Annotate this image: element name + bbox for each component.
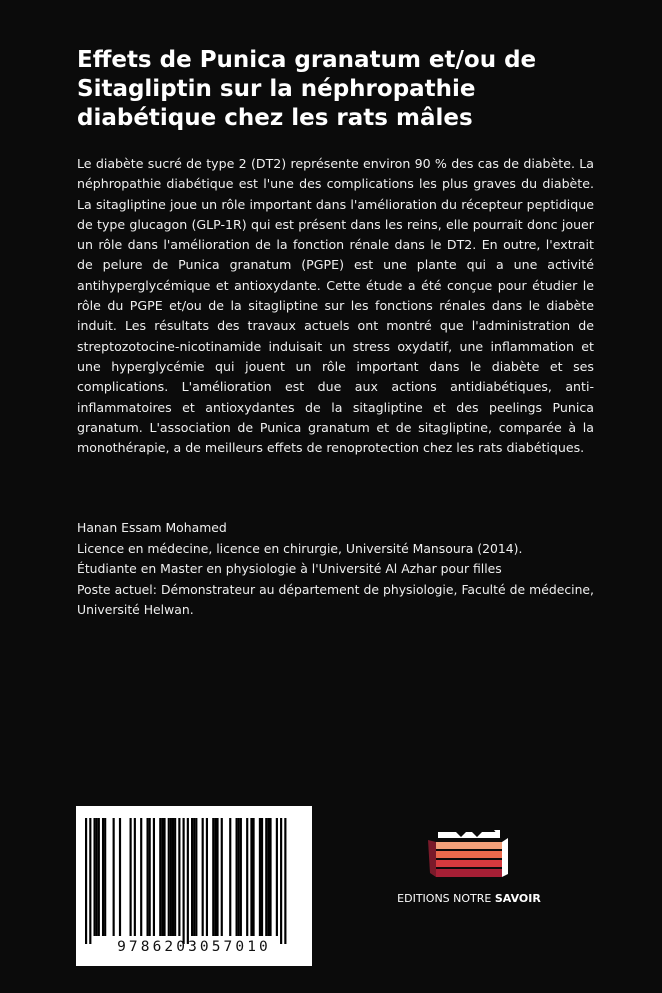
barcode-bar [172,818,174,936]
barcode-bar [246,818,248,936]
barcode-bar [191,818,193,936]
barcode-bar [214,818,216,936]
barcode-bar [149,818,151,936]
barcode-bar [168,818,170,936]
author-bio [77,518,594,621]
barcode-bar [102,818,104,936]
barcode-guard-bar [183,818,185,944]
barcode-bar [238,818,240,936]
barcode-bar [216,818,218,936]
barcode-guard-bar [284,818,286,944]
barcode-guard-bar [280,818,282,944]
barcode-bar [221,818,223,936]
barcode-bar [276,818,278,936]
barcode-digits: 9786203057010 [117,939,271,955]
barcode-bar [119,818,121,936]
barcode-bar [170,818,172,936]
barcode-bar [104,818,106,936]
publisher-name-light: EDITIONS NOTRE [397,892,492,905]
book-title: Effets de Punica granatum et/ou de Sitagliptin sur la néphropathie diabétique chez les rats mâles [77,47,537,131]
barcode-bar [161,818,163,936]
barcode-bar [174,818,176,936]
barcode-bar [261,818,263,936]
barcode-bar [269,818,271,936]
barcode-bar [265,818,267,936]
barcode-bar [252,818,254,936]
barcode-bar [178,818,180,936]
publisher-name [380,892,558,905]
isbn-barcode [76,806,312,966]
barcode-bar [250,818,252,936]
barcode-bar [146,818,148,936]
author-position: Poste actuel: Démonstrateur au département de physiologie, Faculté de médecine, Université Helwan. [77,581,594,617]
barcode-bar [159,818,161,936]
barcode-bar [134,818,136,936]
author-degree: Licence en médecine, licence en chirurgie, Université Mansoura (2014). [77,540,523,556]
barcode-bar [229,818,231,936]
barcode-bar [259,818,261,936]
barcode-guard-bar [85,818,87,944]
barcode-bar [96,818,98,936]
barcode-bar [212,818,214,936]
publisher-name-bold: SAVOIR [494,892,541,905]
barcode-bar [113,818,115,936]
book-stack-icon [426,828,512,886]
barcode-bar [130,818,132,936]
barcode-bar [240,818,242,936]
barcode-bar [163,818,165,936]
author-name: Hanan Essam Mohamed [77,520,227,535]
barcode-bar [202,818,204,936]
barcode-bar [98,818,100,936]
barcode-bar [153,818,155,936]
barcode-bar [140,818,142,936]
barcode-bar [93,818,95,936]
publisher-logo [380,828,558,918]
barcode-bar [267,818,269,936]
barcode-guard-bar [187,818,189,944]
author-study: Étudiante en Master en physiologie à l'Université Al Azhar pour filles [77,561,502,576]
barcode-bar [195,818,197,936]
book-abstract: Le diabète sucré de type 2 (DT2) représente environ 90 % des cas de diabète. La néphropathie diabétique est l'une des complications les plus graves du diabète. La sitagliptine joue un rôle important dans l'amélioration du récepteur peptidique de type glucagon (GLP-1R) qui est présent dans les reins, elle pourrait donc jouer un rôle dans l'amélioration de la fonction rénale dans le DT2. En outre, l'extrait de pelure de Punica granatum (PGPE) est une plante qui a une activité antihyperglycémique et antioxydante. Cette étude a été conçue pour étudier le rôle du PGPE et/ou de la sitagliptine sur les fonctions rénales dans le diabète induit. Les résultats des travaux actuels ont montré que l'administration de streptozotocine-nicotinamide induisait un stress oxydatif, une inflammation et une hyperglycémie qui jouent un rôle important dans le diabète et ses complications. L'amélioration est due aux actions antidiabétiques, anti-inflammatoires et antioxydantes de la sitagliptine et des peelings Punica granatum. L'association de Punica granatum et de sitagliptine, comparée à la monothérapie, a de meilleurs effets de renoprotection chez les rats diabétiques. [77,156,594,456]
barcode-guard-bar [89,818,91,944]
barcode-bar [193,818,195,936]
barcode-bar [236,818,238,936]
barcode-bar [206,818,208,936]
